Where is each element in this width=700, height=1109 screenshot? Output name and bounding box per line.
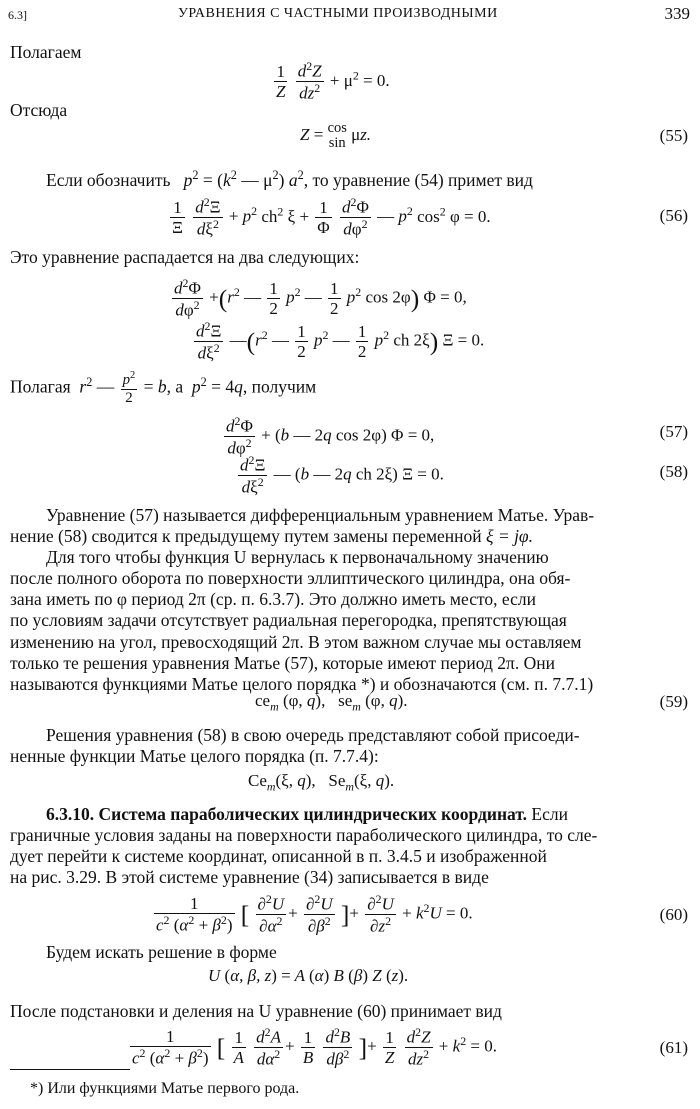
paragraph-parabolic-line3: на рис. 3.29. В этой системе уравнение (34) записывается в виде <box>10 867 489 887</box>
paragraph-period-line2: после полного оборота по поверхности эллиптического цилиндра, она обя- <box>10 568 571 588</box>
text-polagaya: Полагая $r^2$ — $\frac{p^2}{2}$ = b, а $p^2 = 4q$, получим <box>10 370 317 407</box>
paragraph-period-line3: зана иметь по φ период 2π (ср. п. 6.3.7). Это должно иметь место, если <box>10 589 536 609</box>
equation-system-phi: $\frac{d^2\Phi}{d\varphi^2}$ $+(r^2$ — $\frac{1}{2}$ $p^2$ — $\frac{1}{2}$ $p^2$ cos 2φ) Φ = 0, <box>174 276 467 320</box>
equation-number-61: (61) <box>659 1038 688 1057</box>
text-fragment: нение (58) сводится к предыдущему путем замены переменной <box>10 526 482 546</box>
page-number: 339 <box>664 4 690 23</box>
paragraph-period-line7: называются функциями Матье целого порядка *) и обозначаются (см. п. 7.7.1) <box>10 674 594 694</box>
equation-56: $\frac{1}{\Xi}$ $\frac{d^2\Xi}{d\xi^2}$ + $p^2$ $ch^2$ ξ + $\frac{1}{\Phi}$ $\frac{d^2\Phi}{d\varphi^2}$ — $p^2$ $\cos^2 \varphi = 0$. <box>172 195 491 239</box>
paragraph-period-line4: по условиям задачи отсутствует радиальная перегородка, препятствующая <box>10 610 567 630</box>
section-heading <box>46 804 568 825</box>
text-otsyuda: Отсюда <box>10 100 68 120</box>
text-raspadaetsya: Это уравнение распадается на два следующих: <box>10 247 360 267</box>
footnote: *) Или функциями Матье первого рода. <box>30 1080 300 1097</box>
equation-z-mu: $\frac{1}{Z}$ $\frac{d^2Z}{dz^2}$ + $\mu^2 = 0$. <box>276 59 390 103</box>
text-fragment: ξ = jφ. <box>486 526 533 546</box>
text-budem: Будем искать решение в форме <box>46 942 277 962</box>
equation-55: Z = cos sin μz. <box>300 120 372 152</box>
text-polagaem: Полагаем <box>10 42 82 62</box>
text-fragment: Полагая <box>10 376 71 397</box>
running-title: УРАВНЕНИЯ С ЧАСТНЫМИ ПРОИЗВОДНЫМИ <box>178 6 498 21</box>
paragraph-associated-line1: Решения уравнения (58) в свою очередь представляют собой присоеди- <box>46 725 580 745</box>
section-number: 6.3] <box>8 8 27 22</box>
text-fragment: , получим <box>242 376 317 397</box>
text-fragment: , то уравнение (54) примет вид <box>303 169 533 190</box>
equation-59: $ce_m$ (φ, q), $se_m$ (φ, q). <box>255 691 408 714</box>
text-fragment: Если обозначить <box>46 169 171 190</box>
equation-number-57: (57) <box>659 422 688 441</box>
paragraph-parabolic-line1: граничные условия заданы на поверхности параболического цилиндра, то сле- <box>10 825 598 845</box>
equation-57: $\frac{d^2\Phi}{d\varphi^2}$ + (b — 2q cos 2φ) Φ = 0, <box>226 414 435 458</box>
text-posle: После подстановки и деления на U уравнение (60) принимает вид <box>10 1001 502 1021</box>
heading-title: 6.3.10. Система параболических цилиндрических координат. <box>46 804 527 824</box>
equation-separation: U (α, β, z) = A (α) B (β) Z (z). <box>208 966 409 985</box>
equation-58: $\frac{d^2\Xi}{d\xi^2}$ — (b — 2q ch 2ξ) Ξ = 0. <box>240 453 444 497</box>
text-fragment: Если <box>531 804 568 824</box>
equation-number-59: (59) <box>659 692 688 711</box>
paragraph-mathieu-line2 <box>10 528 533 546</box>
paragraph-period-line1: Для того чтобы функция U вернулась к первоначальному значению <box>46 547 549 567</box>
equation-number-55: (55) <box>659 126 688 145</box>
paragraph-parabolic-line2: дует перейти к системе координат, описанной в п. 3.4.5 и изображенной <box>10 846 547 866</box>
equation-number-56: (56) <box>659 206 688 225</box>
paragraph-period-line6: только те решения уравнения Матье (57), которые имеют период 2π. Они <box>10 653 555 673</box>
paragraph-mathieu-line1: Уравнение (57) называется дифференциальным уравнением Матье. Урав- <box>46 505 595 525</box>
equation-61: $\frac{1}{c^2 (\alpha^2 + \beta^2)}$ [ $\frac{1}{A}$ $\frac{d^2A}{d\alpha^2}$ + $\frac{1}{B}$ $\frac{d^2B}{d\beta^2}$ ]+ $\frac{1}{Z}$ $\frac{d^2Z}{dz^2}$ + $k^2 = 0$. <box>132 1025 497 1069</box>
footnote-rule <box>10 1069 130 1070</box>
text-esli-oboznachit: Если обозначить $p^2 = (k^2$ — $\mu^2$) $a^2$, то уравнение (54) примет вид <box>46 168 533 190</box>
equation-associated-mathieu: $Ce_m(\xi$, q), $Se_m(\xi$, q). <box>248 771 395 794</box>
text-fragment: , а <box>166 376 184 397</box>
paragraph-associated-line2: ненные функции Матье целого порядка (п. 7.7.4): <box>10 746 379 766</box>
paragraph-period-line5: изменению на угол, превосходящий 2π. В этом важном случае мы оставляем <box>10 632 582 652</box>
equation-number-58: (58) <box>659 462 688 481</box>
equation-number-60: (60) <box>659 905 688 924</box>
equation-system-xi: $\frac{d^2\Xi}{d\xi^2}$ $—(r^2$ — $\frac{1}{2}$ $p^2$ — $\frac{1}{2}$ $p^2$ ch 2ξ) Ξ = 0. <box>196 319 485 363</box>
equation-60: $\frac{1}{c^2 (\alpha^2 + \beta^2)}$ [ $\frac{\partial^2U}{\partial\alpha^2}$ + $\frac{\partial^2U}{\partial\beta^2}$ ]+ $\frac{\partial^2U}{\partial z^2}$ + $k^2U = 0$. <box>156 892 473 936</box>
